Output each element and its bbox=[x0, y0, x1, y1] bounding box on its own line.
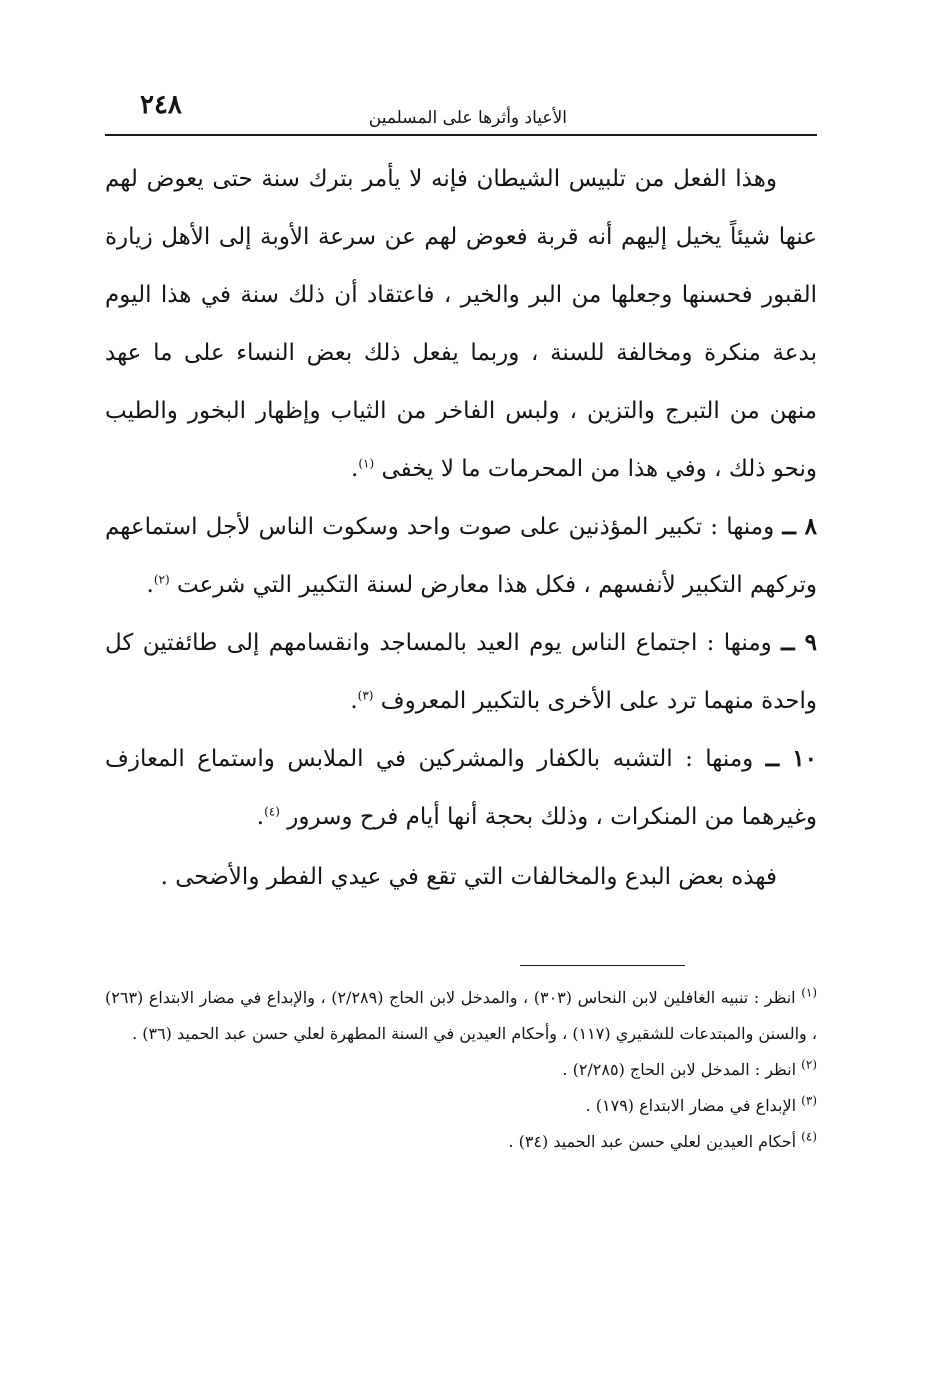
footnote-ref-4: (٤) bbox=[264, 804, 280, 819]
footnote-ref-2: (٢) bbox=[153, 572, 170, 587]
item-number-9: ٩ ــ bbox=[781, 629, 818, 656]
closing-paragraph: فهذه بعض البدع والمخالفات التي تقع في عيدي الفطر والأضحى . bbox=[160, 864, 777, 890]
footnote-marker-2: (٢) bbox=[801, 1057, 817, 1072]
footnote-marker-3: (٣) bbox=[801, 1093, 817, 1108]
footnote-text-1: انظر : تنبيه الغافلين لابن النحاس (٣٠٣) ، والمدخل لابن الحاج (٢/٢٨٩) ، والإبداع في مضار الابتداع (٢٦٣) ، والسنن والمبتدعات للشقيري (١١٧) ، وأحكام العيدين في السنة المطهرة لعلي حسن عبد الحميد (٣٦) . bbox=[105, 988, 817, 1043]
footnote-1 bbox=[105, 980, 817, 1052]
page-header bbox=[105, 88, 817, 136]
footnote-ref-1: (١) bbox=[358, 456, 375, 471]
footnote-text-3: الإبداع في مضار الابتداع (١٧٩) . bbox=[585, 1096, 797, 1115]
footnote-marker-4: (٤) bbox=[801, 1129, 817, 1144]
paragraph-intro: وهذا الفعل من تلبيس الشيطان فإنه لا يأمر بترك سنة حتى يعوض لهم عنها شيئاً يخيل إليهم أنه قربة فعوض لهم عن سرعة الأوبة إلى الأهل زيارة القبور فحسنها وجعلها من البر والخير ، فاعتقاد أن ذلك سنة في هذا اليوم بدعة منكرة ومخالفة للسنة ، وربما يفعل ذلك بعض النساء على ما عهد منهن من التبرج والتزين ، ولبس الفاخر من الثياب وإظهار البخور والطيب ونحو ذلك ، وفي هذا من المحرمات ما لا يخفى $^{(١)}$. bbox=[105, 166, 817, 482]
paragraph-intro-text: وهذا الفعل من تلبيس الشيطان فإنه لا يأمر بترك سنة حتى يعوض لهم عنها شيئاً يخيل إليهم أنه قربة فعوض لهم عن سرعة الأوبة إلى الأهل زيارة القبور فحسنها وجعلها من البر والخير ، فاعتقاد أن ذلك سنة في هذا اليوم بدعة منكرة ومخالفة للسنة ، وربما يفعل ذلك بعض النساء على ما عهد منهن من التبرج والتزين ، ولبس الفاخر من الثياب وإظهار البخور والطيب ونحو ذلك ، وفي هذا من المحرمات ما لا يخفى bbox=[105, 166, 817, 482]
item-text-8: ومنها : تكبير المؤذنين على صوت واحد وسكوت الناس لأجل استماعهم وتركهم التكبير لأنفسهم ، فكل هذا معارض لسنة التكبير التي شرعت bbox=[105, 514, 817, 598]
footnote-text-4: أحكام العيدين لعلي حسن عبد الحميد (٣٤) . bbox=[508, 1132, 797, 1151]
item-number-10: ١٠ ــ bbox=[765, 745, 817, 772]
list-item-10: ١٠ ــ ومنها : التشبه بالكفار والمشركين في الملابس واستماع المعازف وغيرهما من المنكرات ، وذلك بحجة أنها أيام فرح وسرور $^{(٤)}$. bbox=[105, 745, 817, 830]
header-rule bbox=[105, 134, 817, 136]
footnote-marker-1: (١) bbox=[801, 985, 818, 1000]
footnotes bbox=[105, 980, 817, 1160]
footnote-4 bbox=[105, 1124, 817, 1160]
main-text bbox=[105, 150, 817, 906]
footnote-3 bbox=[105, 1088, 817, 1124]
list-item-9: ٩ ــ ومنها : اجتماع الناس يوم العيد بالمساجد وانقسامهم إلى طائفتين كل واحدة منهما ترد على الأخرى بالتكبير المعروف $^{(٣)}$. bbox=[105, 629, 818, 714]
list-item-8: ٨ ــ ومنها : تكبير المؤذنين على صوت واحد وسكوت الناس لأجل استماعهم وتركهم التكبير لأنفسهم ، فكل هذا معارض لسنة التكبير التي شرعت $^{(٢)}$. bbox=[105, 513, 818, 598]
item-text-9: ومنها : اجتماع الناس يوم العيد بالمساجد وانقسامهم إلى طائفتين كل واحدة منهما ترد على الأخرى بالتكبير المعروف bbox=[105, 630, 817, 714]
item-number-8: ٨ ــ bbox=[782, 513, 818, 540]
footnote-text-2: انظر : المدخل لابن الحاج (٢/٢٨٥) . bbox=[562, 1060, 797, 1079]
footnote-ref-3: (٣) bbox=[357, 688, 374, 703]
footnote-2 bbox=[105, 1052, 817, 1088]
footnote-separator bbox=[520, 965, 685, 966]
item-text-10: ومنها : التشبه بالكفار والمشركين في الملابس واستماع المعازف وغيرهما من المنكرات ، وذلك بحجة أنها أيام فرح وسرور bbox=[105, 746, 817, 830]
page-number: ٢٤٨ bbox=[140, 90, 182, 120]
running-title: الأعياد وأثرها على المسلمين bbox=[368, 108, 567, 128]
